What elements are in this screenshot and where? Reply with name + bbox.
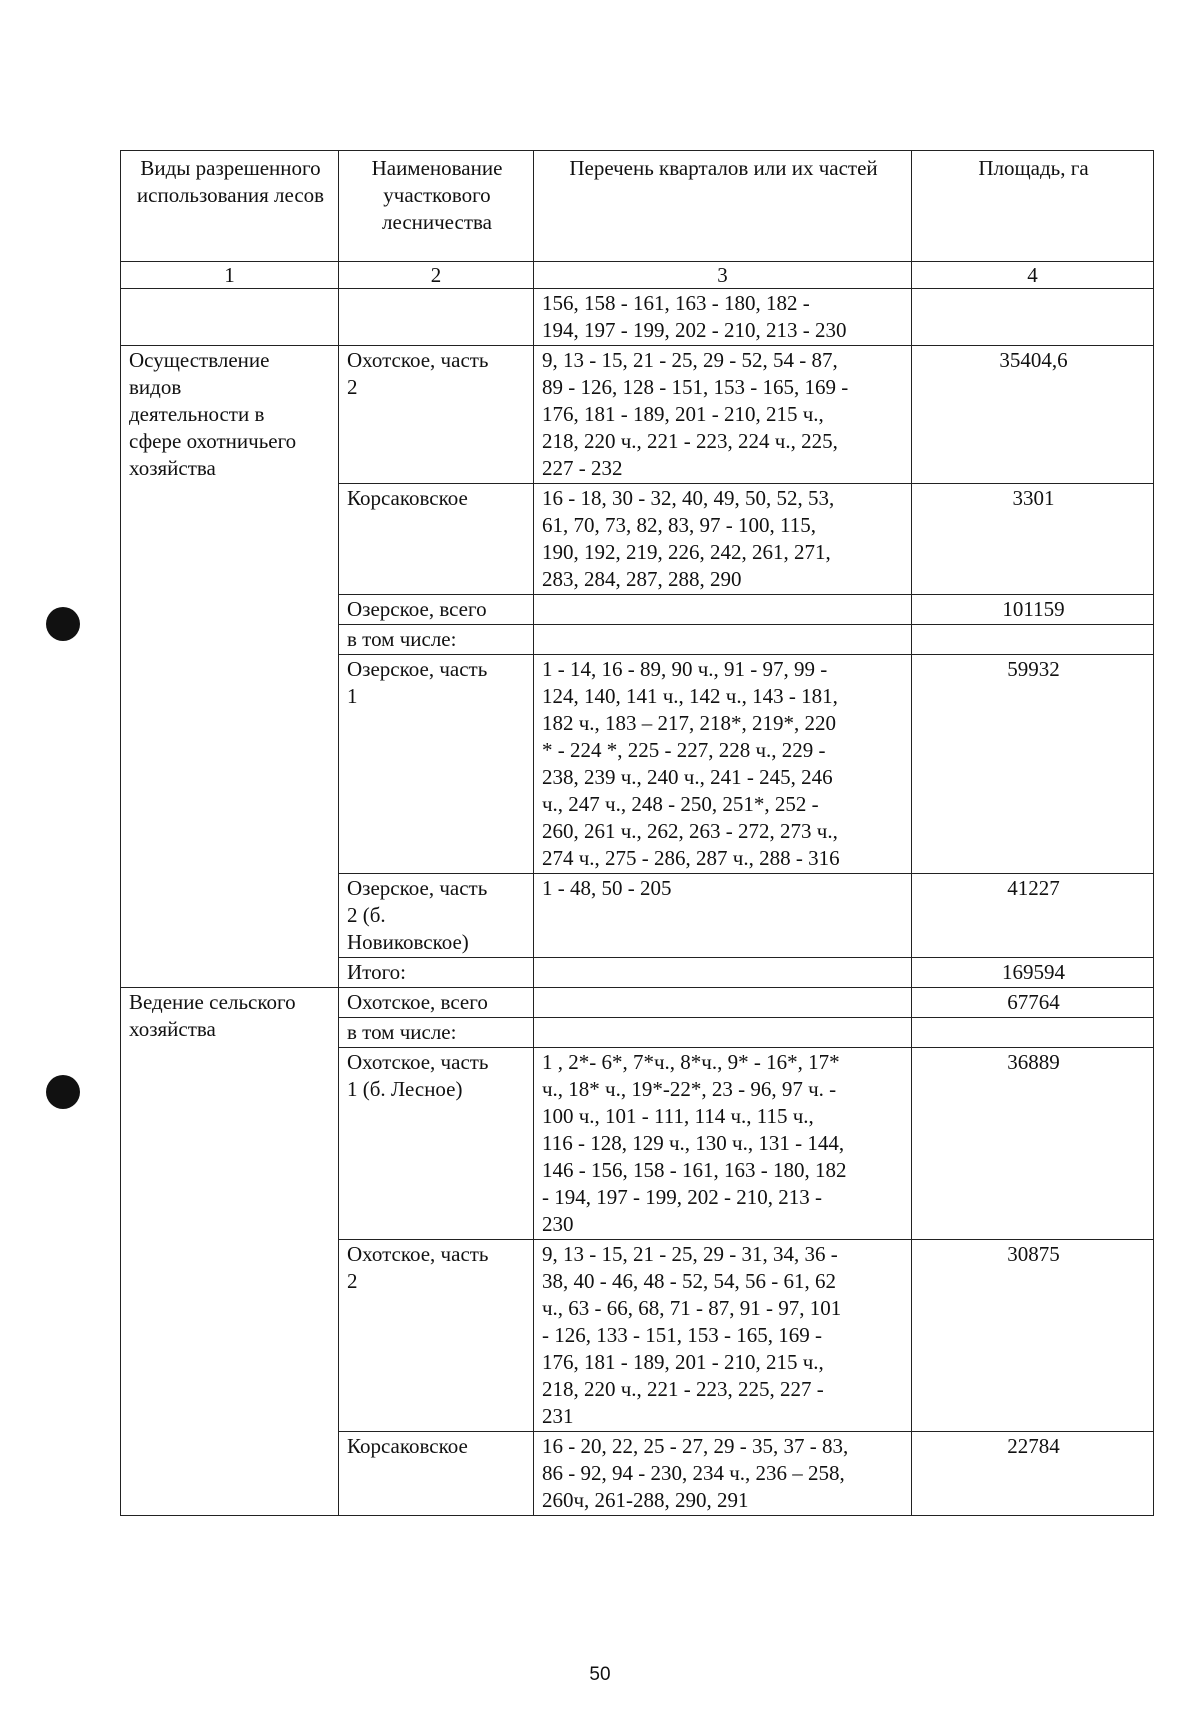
use-type-cell (121, 289, 339, 346)
quarters-cell: 9, 13 - 15, 21 - 25, 29 - 31, 34, 36 - 38, 40 - 46, 48 - 52, 54, 56 - 61, 62 ч., 63 - 66, 68, 71 - 87, 91 - 97, 101 - 126, 133 - 151, 153 - 165, 169 - 176, 181 - 189, 201 - 210, 215 ч., 218, 220 ч., 221 - 223, 225, 227 - 231 (534, 1240, 912, 1432)
area-cell (912, 625, 1154, 655)
quarters-cell (534, 958, 912, 988)
forestry-cell: Охотское, часть 2 (339, 1240, 534, 1432)
area-cell: 30875 (912, 1240, 1154, 1432)
punch-hole-mark (46, 1075, 80, 1109)
area-cell: 59932 (912, 655, 1154, 874)
quarters-cell: 1 - 48, 50 - 205 (534, 874, 912, 958)
quarters-cell: 16 - 20, 22, 25 - 27, 29 - 35, 37 - 83, 86 - 92, 94 - 230, 234 ч., 236 – 258, 260ч, 261-288, 290, 291 (534, 1432, 912, 1516)
forestry-cell: Корсаковское (339, 1432, 534, 1516)
forestry-cell: Озерское, часть 2 (б. Новиковское) (339, 874, 534, 958)
page-number: 50 (589, 1664, 611, 1685)
forest-use-table (120, 150, 1154, 1516)
header-forestry-name: Наименование участкового лесничества (339, 151, 534, 262)
table-row (121, 289, 1154, 346)
area-cell: 169594 (912, 958, 1154, 988)
area-cell (912, 1018, 1154, 1048)
forestry-cell: в том числе: (339, 625, 534, 655)
quarters-cell (534, 595, 912, 625)
header-area: Площадь, га (912, 151, 1154, 262)
forestry-cell: Озерское, всего (339, 595, 534, 625)
area-cell: 22784 (912, 1432, 1154, 1516)
forestry-cell: Охотское, всего (339, 988, 534, 1018)
quarters-cell (534, 1018, 912, 1048)
column-number: 3 (534, 262, 912, 289)
area-cell: 35404,6 (912, 346, 1154, 484)
quarters-cell (534, 988, 912, 1018)
forestry-cell (339, 289, 534, 346)
forestry-cell: Охотское, часть 1 (б. Лесное) (339, 1048, 534, 1240)
column-number-row (121, 262, 1154, 289)
punch-hole-mark (46, 607, 80, 641)
area-cell: 3301 (912, 484, 1154, 595)
area-cell: 67764 (912, 988, 1154, 1018)
quarters-cell: 9, 13 - 15, 21 - 25, 29 - 52, 54 - 87, 89 - 126, 128 - 151, 153 - 165, 169 - 176, 181 - 189, 201 - 210, 215 ч., 218, 220 ч., 221 - 223, 224 ч., 225, 227 - 232 (534, 346, 912, 484)
quarters-cell: 1 - 14, 16 - 89, 90 ч., 91 - 97, 99 - 124, 140, 141 ч., 142 ч., 143 - 181, 182 ч., 183 – 217, 218*, 219*, 220 * - 224 *, 225 - 227, 228 ч., 229 - 238, 239 ч., 240 ч., 241 - 245, 246 ч., 247 ч., 248 - 250, 251*, 252 - 260, 261 ч., 262, 263 - 272, 273 ч., 274 ч., 275 - 286, 287 ч., 288 - 316 (534, 655, 912, 874)
use-type-cell: Ведение сельского хозяйства (121, 988, 339, 1516)
column-number: 1 (121, 262, 339, 289)
area-cell (912, 289, 1154, 346)
column-number: 2 (339, 262, 534, 289)
column-number: 4 (912, 262, 1154, 289)
area-cell: 41227 (912, 874, 1154, 958)
forestry-cell: Озерское, часть 1 (339, 655, 534, 874)
forestry-cell: Охотское, часть 2 (339, 346, 534, 484)
use-type-cell: Осуществление видов деятельности в сфере охотничьего хозяйства (121, 346, 339, 988)
quarters-cell: 156, 158 - 161, 163 - 180, 182 - 194, 197 - 199, 202 - 210, 213 - 230 (534, 289, 912, 346)
table-row (121, 988, 1154, 1018)
table-header-row (121, 151, 1154, 262)
quarters-cell: 1 , 2*- 6*, 7*ч., 8*ч., 9* - 16*, 17* ч., 18* ч., 19*-22*, 23 - 96, 97 ч. - 100 ч., 101 - 111, 114 ч., 115 ч., 116 - 128, 129 ч., 130 ч., 131 - 144, 146 - 156, 158 - 161, 163 - 180, 182 - 194, 197 - 199, 202 - 210, 213 - 230 (534, 1048, 912, 1240)
forestry-cell: Корсаковское (339, 484, 534, 595)
forestry-cell: в том числе: (339, 1018, 534, 1048)
header-quarters-list: Перечень кварталов или их частей (534, 151, 912, 262)
area-cell: 36889 (912, 1048, 1154, 1240)
table-row (121, 346, 1154, 484)
header-use-type: Виды разрешенного использования лесов (121, 151, 339, 262)
quarters-cell (534, 625, 912, 655)
forestry-cell: Итого: (339, 958, 534, 988)
quarters-cell: 16 - 18, 30 - 32, 40, 49, 50, 52, 53, 61, 70, 73, 82, 83, 97 - 100, 115, 190, 192, 219, 226, 242, 261, 271, 283, 284, 287, 288, 290 (534, 484, 912, 595)
area-cell: 101159 (912, 595, 1154, 625)
